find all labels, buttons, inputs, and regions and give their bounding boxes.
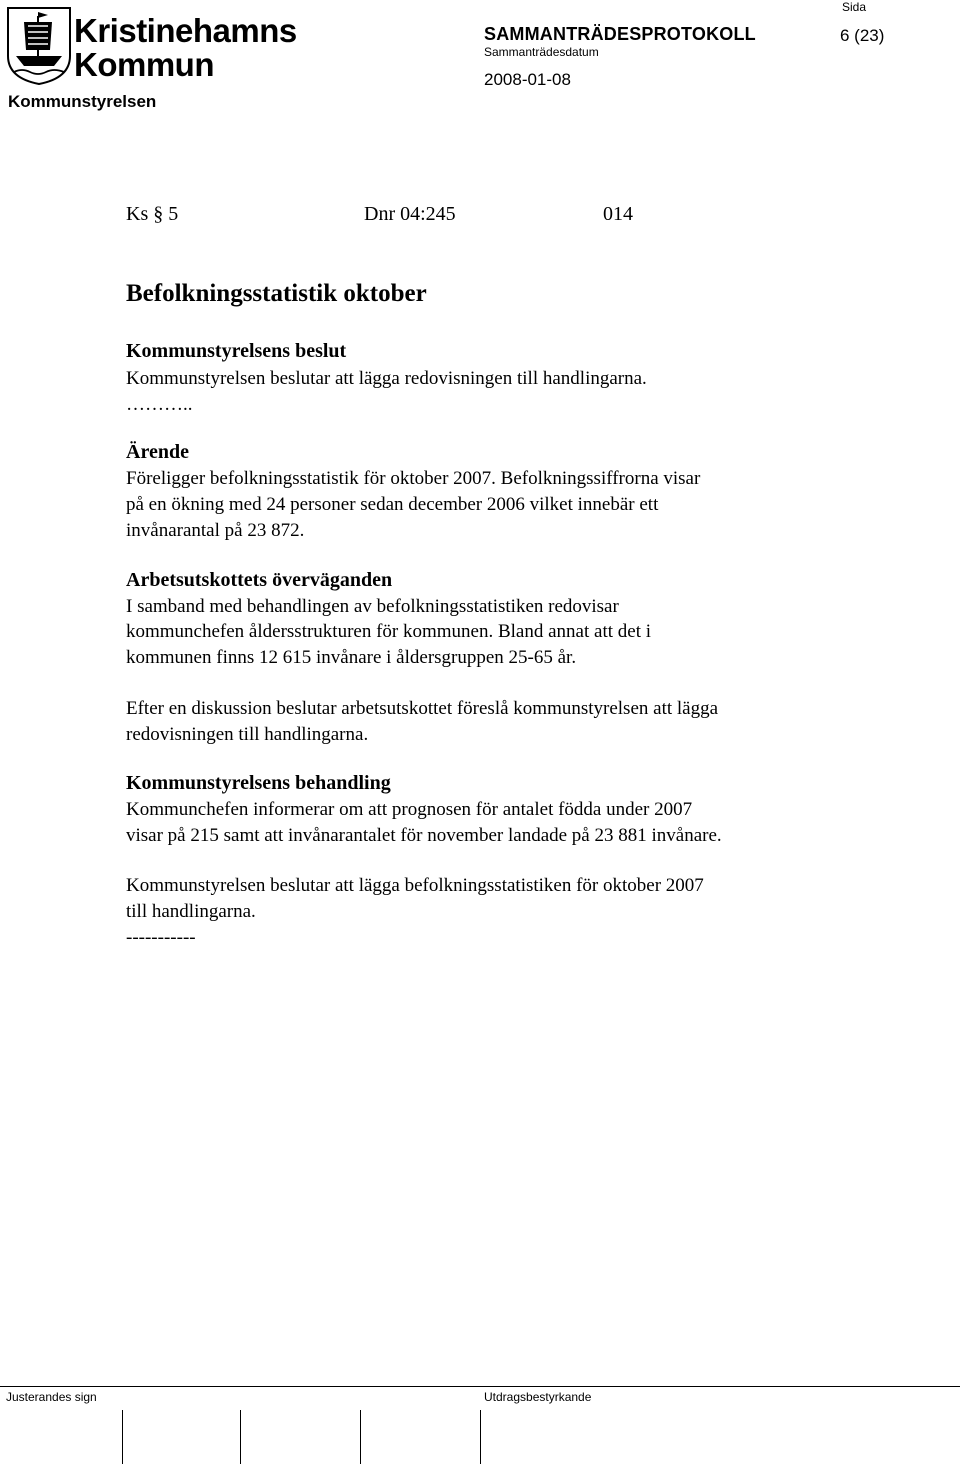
decision-text: Kommunstyrelsen beslutar att lägga redovisningen till handlingarna. — [126, 368, 647, 389]
extract-certification-label: Utdragsbestyrkande — [484, 1390, 592, 1404]
handling-line: visar på 215 samt att invånarantalet för november landade på 23 881 invånare. — [126, 825, 722, 846]
case-code: 014 — [603, 203, 633, 225]
signature-box-divider — [480, 1410, 481, 1464]
committee-line: kommunchefen åldersstrukturen för kommunen. Bland annat att det i — [126, 621, 651, 642]
signature-box-divider — [360, 1410, 361, 1464]
meeting-date: 2008-01-08 — [484, 70, 571, 89]
decision-heading: Kommunstyrelsens beslut — [126, 340, 347, 362]
document-title: SAMMANTRÄDESPROTOKOLL — [484, 24, 756, 44]
page-number: 6 (23) — [840, 26, 885, 45]
committee-line: kommunen finns 12 615 invånare i åldersgruppen 25-65 år. — [126, 647, 577, 668]
page-title: Befolkningsstatistik oktober — [126, 280, 427, 307]
handling-heading: Kommunstyrelsens behandling — [126, 772, 391, 794]
matter-heading: Ärende — [126, 441, 189, 463]
case-paragraph-number: Ks § 5 — [126, 203, 179, 225]
footer-divider — [0, 1386, 960, 1387]
logo-wordmark-line1: Kristinehamns — [74, 12, 297, 49]
committee-line: I samband med behandlingen av befolkningsstatistiken redovisar — [126, 596, 619, 617]
committee-heading: Arbetsutskottets överväganden — [126, 569, 393, 591]
signature-box-divider — [122, 1410, 123, 1464]
handling-line: Kommunchefen informerar om att prognosen för antalet födda under 2007 — [126, 799, 693, 820]
committee-line: redovisningen till handlingarna. — [126, 724, 369, 745]
page-label: Sida — [842, 0, 867, 14]
signature-label: Justerandes sign — [6, 1390, 97, 1404]
final-decision-line: Kommunstyrelsen beslutar att lägga befolkningsstatistiken för oktober 2007 — [126, 875, 704, 896]
end-separator: ----------- — [126, 927, 196, 948]
matter-line: Föreligger befolkningsstatistik för oktober 2007. Befolkningssiffrorna visar — [126, 468, 701, 489]
case-diary-number: Dnr 04:245 — [364, 203, 456, 225]
matter-line: på en ökning med 24 personer sedan december 2006 vilket innebär ett — [126, 494, 659, 515]
meeting-date-label: Sammanträdesdatum — [484, 45, 599, 59]
committee-line: Efter en diskussion beslutar arbetsutskottet föreslå kommunstyrelsen att lägga — [126, 698, 719, 719]
final-decision-line: till handlingarna. — [126, 901, 256, 922]
matter-line: invånarantal på 23 872. — [126, 520, 305, 541]
logo-wordmark-line2: Kommun — [74, 46, 214, 83]
signature-box-divider — [240, 1410, 241, 1464]
department-name: Kommunstyrelsen — [8, 92, 157, 111]
ellipsis-text: ……….. — [126, 394, 193, 415]
